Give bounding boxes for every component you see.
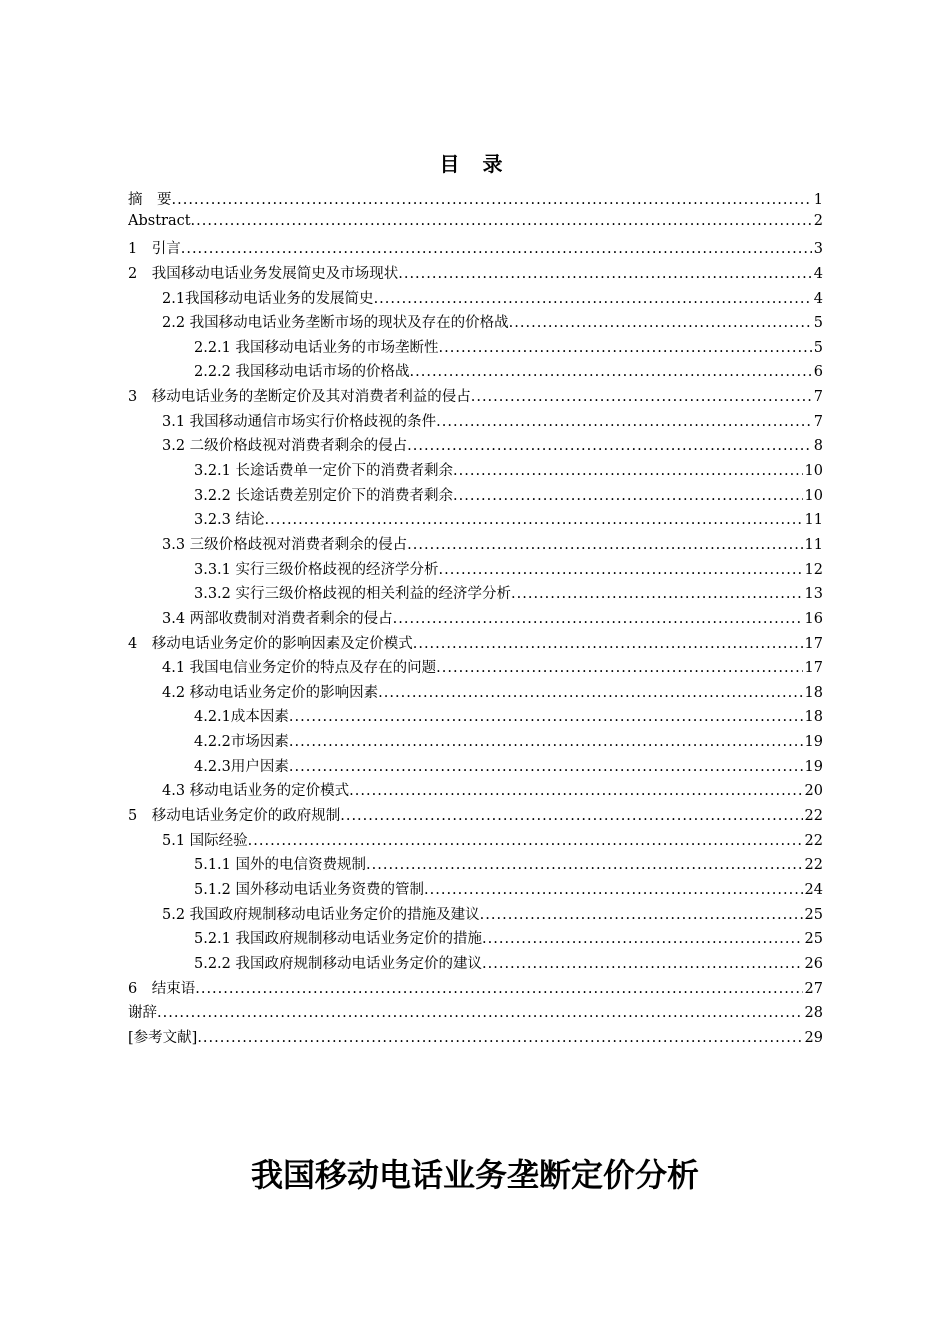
toc-entry-label: 2 我国移动电话业务发展简史及市场现状 xyxy=(128,265,399,282)
toc-entry-page: 2 xyxy=(813,212,823,229)
toc-leader-dots xyxy=(289,734,803,750)
toc-entry-page: 10 xyxy=(804,487,823,504)
toc-entry[interactable] xyxy=(128,755,823,780)
toc-entry-page: 8 xyxy=(813,438,823,455)
toc-entry[interactable] xyxy=(128,779,823,804)
toc-entry-label: 谢辞 xyxy=(128,1005,157,1022)
toc-entry[interactable] xyxy=(128,360,823,385)
toc-entry-page: 3 xyxy=(813,241,823,258)
toc-entry[interactable] xyxy=(128,262,823,287)
toc-entry-label: 2.2 我国移动电话业务垄断市场的现状及存在的价格战 xyxy=(162,315,509,332)
toc-entry-page: 16 xyxy=(804,610,823,627)
toc-leader-dots xyxy=(195,981,802,997)
toc-entry[interactable] xyxy=(128,681,823,706)
toc-entry-page: 22 xyxy=(804,857,823,874)
toc-leader-dots xyxy=(393,611,803,627)
toc-leader-dots xyxy=(366,857,803,873)
toc-entry-page: 22 xyxy=(804,808,823,825)
toc-entry-label: 4.1 我国电信业务定价的特点及存在的问题 xyxy=(162,660,437,677)
toc-entry[interactable] xyxy=(128,730,823,755)
toc-leader-dots xyxy=(453,463,803,479)
toc-leader-dots xyxy=(172,192,812,208)
toc-leader-dots xyxy=(248,833,803,849)
toc-entry[interactable] xyxy=(128,311,823,336)
toc-entry-label: 3 移动电话业务的垄断定价及其对消费者利益的侵占 xyxy=(128,389,471,406)
toc-entry-label: 1 引言 xyxy=(128,241,181,258)
toc-entry-page: 25 xyxy=(804,906,823,923)
toc-entry-page: 18 xyxy=(804,709,823,726)
toc-entry-label: 3.3 三级价格歧视对消费者剩余的侵占 xyxy=(162,536,408,553)
toc-leader-dots xyxy=(340,808,802,824)
toc-entry-page: 6 xyxy=(813,364,823,381)
toc-leader-dots xyxy=(349,783,802,799)
toc-entry[interactable] xyxy=(128,459,823,484)
toc-entry-label: 5.1 国际经验 xyxy=(162,832,248,849)
toc-leader-dots xyxy=(191,213,812,229)
toc-leader-dots xyxy=(439,562,803,578)
toc-entry-label: 4.2.2市场因素 xyxy=(194,734,289,751)
toc-leader-dots xyxy=(511,586,803,602)
toc-entry[interactable] xyxy=(128,829,823,854)
toc-entry[interactable] xyxy=(128,213,823,238)
toc-entry-page: 25 xyxy=(804,931,823,948)
toc-entry-page: 11 xyxy=(804,536,823,553)
toc-entry[interactable] xyxy=(128,853,823,878)
toc-entry-page: 19 xyxy=(804,734,823,751)
toc-entry-label: 3.2.2 长途话费差别定价下的消费者剩余 xyxy=(194,487,454,504)
toc-entry-label: 2.1我国移动电话业务的发展简史 xyxy=(162,290,374,307)
toc-entry-page: 7 xyxy=(813,413,823,430)
toc-entry-page: 26 xyxy=(804,955,823,972)
toc-leader-dots xyxy=(436,660,802,676)
toc-leader-dots xyxy=(289,709,803,725)
toc-leader-dots xyxy=(374,291,812,307)
toc-entry-label: 2.2.1 我国移动电话业务的市场垄断性 xyxy=(194,339,439,356)
toc-entry-label: 6 结束语 xyxy=(128,980,196,997)
toc-entry-label: 3.1 我国移动通信市场实行价格歧视的条件 xyxy=(162,413,437,430)
toc-entry[interactable] xyxy=(128,188,823,213)
toc-leader-dots xyxy=(453,488,803,504)
toc-leader-dots xyxy=(482,931,803,947)
toc-title: 目 录 xyxy=(439,152,511,176)
toc-leader-dots xyxy=(424,882,803,898)
toc-entry-page: 4 xyxy=(813,290,823,307)
toc-entry-label: 4.3 移动电话业务的定价模式 xyxy=(162,783,350,800)
toc-entry[interactable] xyxy=(128,927,823,952)
toc-entry-label: 4.2.1成本因素 xyxy=(194,709,289,726)
toc-leader-dots xyxy=(439,340,812,356)
toc-entry[interactable] xyxy=(128,410,823,435)
toc-entry-label: 3.3.1 实行三级价格歧视的经济学分析 xyxy=(194,561,439,578)
table-of-contents xyxy=(128,188,823,1050)
toc-entry-page: 11 xyxy=(804,512,823,529)
toc-entry-page: 19 xyxy=(804,758,823,775)
toc-entry[interactable] xyxy=(128,558,823,583)
toc-entry-label: 3.3.2 实行三级价格歧视的相关利益的经济学分析 xyxy=(194,586,512,603)
toc-entry-label: 5.1.2 国外移动电话业务资费的管制 xyxy=(194,881,425,898)
toc-entry-label: 3.2 二级价格歧视对消费者剩余的侵占 xyxy=(162,438,408,455)
document-title: 我国移动电话业务垄断定价分析 xyxy=(250,1156,699,1194)
toc-entry[interactable] xyxy=(128,607,823,632)
toc-entry-page: 1 xyxy=(813,192,823,208)
toc-leader-dots xyxy=(157,1005,803,1021)
toc-leader-dots xyxy=(436,414,812,430)
toc-entry-page: 24 xyxy=(804,881,823,898)
toc-entry-label: 4 移动电话业务定价的影响因素及定价模式 xyxy=(128,635,413,652)
toc-entry-page: 29 xyxy=(804,1029,823,1046)
toc-entry-page: 12 xyxy=(804,561,823,578)
toc-entry[interactable] xyxy=(128,903,823,928)
toc-entry-page: 17 xyxy=(804,660,823,677)
toc-entry-label: 5 移动电话业务定价的政府规制 xyxy=(128,808,341,825)
toc-leader-dots xyxy=(407,537,802,553)
toc-leader-dots xyxy=(482,956,803,972)
toc-entry[interactable] xyxy=(128,632,823,657)
toc-leader-dots xyxy=(480,907,803,923)
toc-leader-dots xyxy=(413,636,803,652)
toc-leader-dots xyxy=(265,512,803,528)
toc-entry-page: 13 xyxy=(804,586,823,603)
toc-leader-dots xyxy=(398,266,812,282)
toc-entry-page: 20 xyxy=(804,783,823,800)
toc-entry-label: 5.2.1 我国政府规制移动电话业务定价的措施 xyxy=(194,931,483,948)
toc-entry[interactable] xyxy=(128,1026,823,1051)
toc-entry-page: 18 xyxy=(804,684,823,701)
toc-leader-dots xyxy=(197,1030,802,1046)
toc-entry-label: 5.2 我国政府规制移动电话业务定价的措施及建议 xyxy=(162,906,480,923)
toc-entry[interactable] xyxy=(128,705,823,730)
toc-entry-label: 3.2.3 结论 xyxy=(194,512,265,529)
toc-entry[interactable] xyxy=(128,582,823,607)
toc-entry-label: 摘 要 xyxy=(128,192,172,208)
toc-entry[interactable] xyxy=(128,1001,823,1026)
toc-entry[interactable] xyxy=(128,804,823,829)
toc-entry[interactable] xyxy=(128,484,823,509)
toc-entry[interactable] xyxy=(128,878,823,903)
toc-entry-label: 3.2.1 长途话费单一定价下的消费者剩余 xyxy=(194,463,454,480)
toc-entry-label: 4.2.3用户因素 xyxy=(194,758,289,775)
toc-entry-label: 5.1.1 国外的电信资费规制 xyxy=(194,857,367,874)
toc-entry-page: 10 xyxy=(804,463,823,480)
toc-entry[interactable] xyxy=(128,977,823,1002)
toc-leader-dots xyxy=(471,389,812,405)
toc-entry[interactable] xyxy=(128,237,823,262)
toc-leader-dots xyxy=(378,685,802,701)
toc-leader-dots xyxy=(407,438,812,454)
toc-entry[interactable] xyxy=(128,533,823,558)
toc-leader-dots xyxy=(289,759,803,775)
toc-entry[interactable] xyxy=(128,508,823,533)
toc-leader-dots xyxy=(509,315,812,331)
toc-entry-label: 2.2.2 我国移动电话市场的价格战 xyxy=(194,364,410,381)
toc-entry[interactable] xyxy=(128,656,823,681)
toc-entry-page: 5 xyxy=(813,315,823,332)
toc-leader-dots xyxy=(181,241,812,257)
toc-entry-page: 17 xyxy=(804,635,823,652)
toc-entry-label: 4.2 移动电话业务定价的影响因素 xyxy=(162,684,379,701)
toc-entry[interactable] xyxy=(128,952,823,977)
toc-entry-page: 28 xyxy=(804,1005,823,1022)
toc-entry[interactable] xyxy=(128,287,823,312)
toc-entry[interactable] xyxy=(128,336,823,361)
toc-leader-dots xyxy=(410,364,812,380)
toc-entry-page: 4 xyxy=(813,265,823,282)
toc-entry-label: Abstract xyxy=(128,212,191,229)
toc-entry-page: 27 xyxy=(804,980,823,997)
toc-entry-page: 5 xyxy=(813,339,823,356)
toc-entry-page: 22 xyxy=(804,832,823,849)
toc-entry-label: 5.2.2 我国政府规制移动电话业务定价的建议 xyxy=(194,955,483,972)
toc-entry[interactable] xyxy=(128,434,823,459)
toc-entry-label: [参考文献] xyxy=(128,1029,198,1046)
toc-entry[interactable] xyxy=(128,385,823,410)
toc-entry-label: 3.4 两部收费制对消费者剩余的侵占 xyxy=(162,610,393,627)
toc-entry-page: 7 xyxy=(813,389,823,406)
